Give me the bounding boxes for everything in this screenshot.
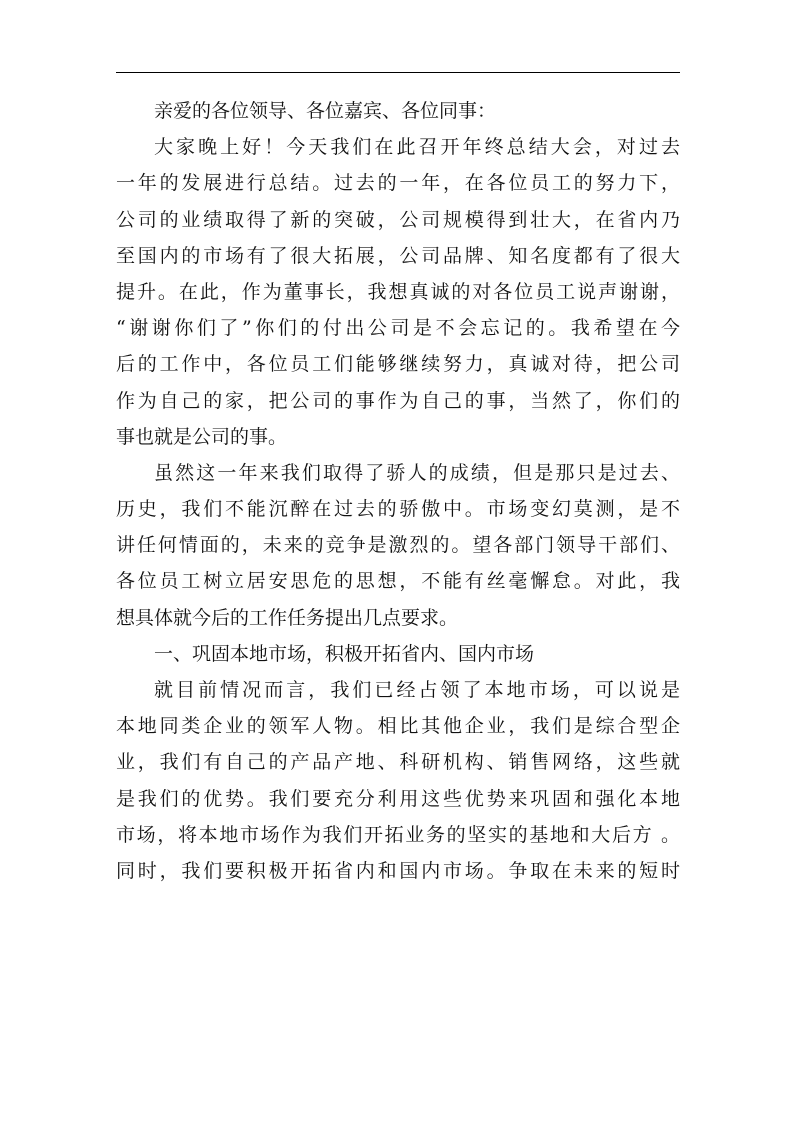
paragraph-line: 各位员工树立居安思危的思想，不能有丝毫懈怠。对此，我 (116, 570, 680, 593)
paragraph-line: 讲任何情面的，未来的竞争是激烈的。望各部门领导干部们、 (116, 534, 680, 557)
paragraph-line: “谢谢你们了”你们的付出公司是不会忘记的。我希望在今 (116, 317, 680, 340)
paragraph-line: 历史，我们不能沉醉在过去的骄傲中。市场变幻莫测，是不 (116, 498, 680, 521)
paragraph-line: 本地同类企业的领军人物。相比其他企业，我们是综合型企 (116, 715, 680, 738)
paragraph-line: 后的工作中，各位员工们能够继续努力，真诚对待，把公司 (116, 353, 680, 376)
section-heading: 一、巩固本地市场，积极开拓省内、国内市场 (154, 642, 535, 665)
paragraph-line: 想具体就今后的工作任务提出几点要求。 (116, 606, 459, 629)
paragraph-line: 至国内的市场有了很大拓展，公司品牌、知名度都有了很大 (116, 244, 680, 267)
paragraph-line: 市场，将本地市场作为我们开拓业务的坚实的基地和大后方 。 (116, 823, 680, 846)
header-rule (116, 72, 680, 73)
paragraph-line: 大家晚上好！今天我们在此召开年终总结大会，对过去 (154, 136, 680, 159)
paragraph-line: 业，我们有自己的产品产地、科研机构、销售网络，这些就 (116, 751, 680, 774)
paragraph-line: 一年的发展进行总结。过去的一年，在各位员工的努力下， (116, 172, 680, 195)
document-body (116, 93, 680, 889)
paragraph-line: 虽然这一年来我们取得了骄人的成绩，但是那只是过去、 (154, 461, 680, 484)
paragraph-line: 同时，我们要积极开拓省内和国内市场。争取在未来的短时 (116, 859, 680, 882)
paragraph-line: 就目前情况而言，我们已经占领了本地市场，可以说是 (154, 679, 680, 701)
paragraph-line: 提升。在此，作为董事长，我想真诚的对各位员工说声谢谢， (116, 280, 680, 303)
paragraph-line: 是我们的优势。我们要充分利用这些优势来巩固和强化本地 (116, 787, 680, 810)
salutation: 亲爱的各位领导、各位嘉宾、各位同事： (154, 100, 497, 122)
paragraph-line: 事也就是公司的事。 (116, 425, 288, 448)
paragraph-line: 作为自己的家，把公司的事作为自己的事，当然了，你们的 (116, 389, 680, 412)
paragraph-line: 公司的业绩取得了新的突破，公司规模得到壮大，在省内乃 (116, 208, 680, 231)
